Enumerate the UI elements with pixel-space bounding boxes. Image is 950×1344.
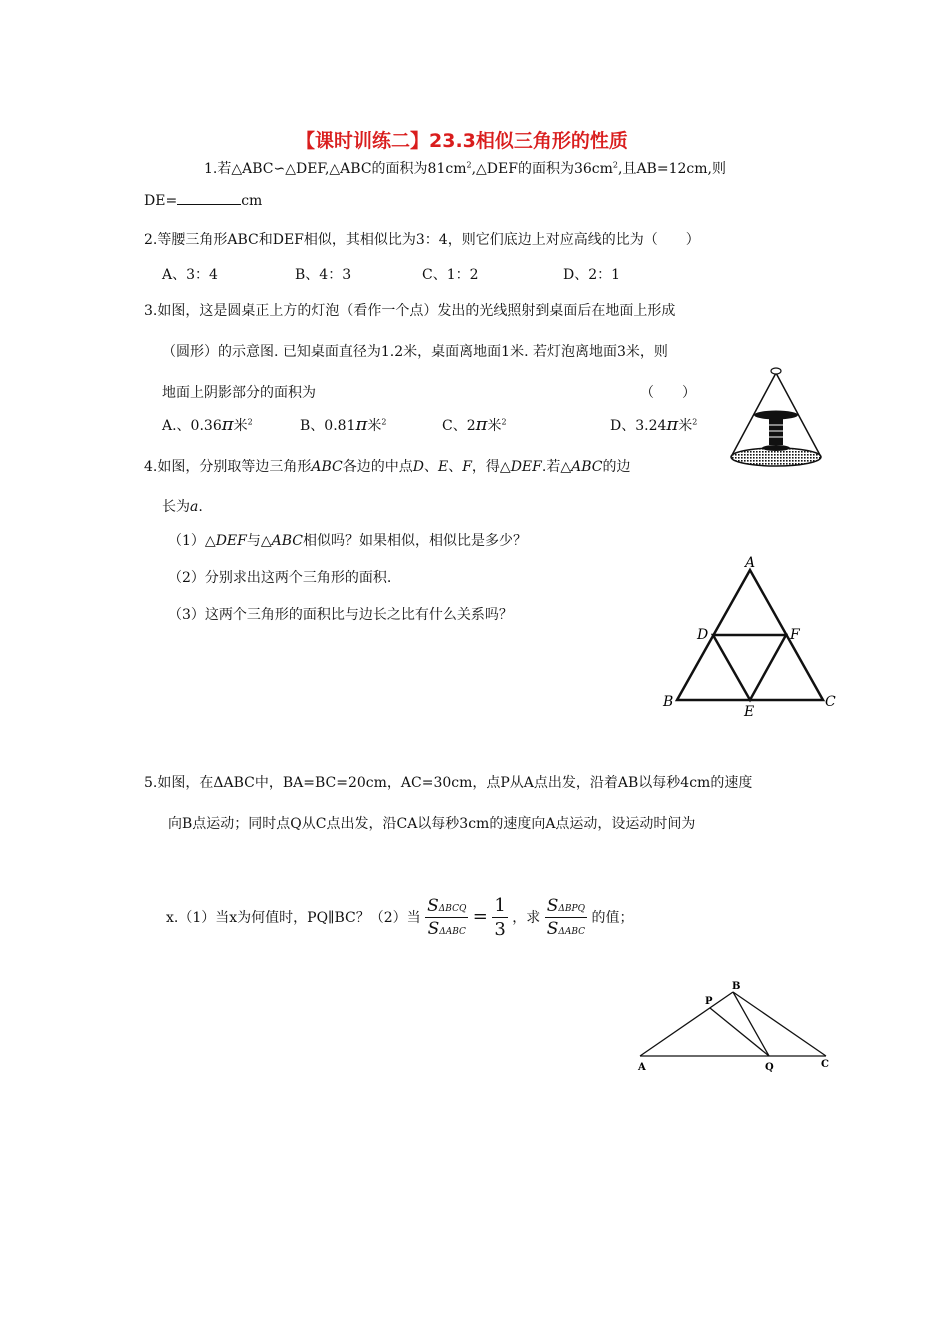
triangle-def-figure xyxy=(655,552,850,724)
fraction-bcq-over-abc: $\frac{\text{SΔBCQ}}{\text{SΔABC}}$ xyxy=(427,896,467,940)
label-b: B xyxy=(663,694,674,710)
question-3-line-3: 地面上阴影部分的面积为 xyxy=(162,385,316,401)
question-5-line-3: x.（1）当x为何值时，PQ∥BC？（2）当 $\frac{\text{SΔBCQ}}{\text{SΔABC}}$ = $\frac{1}{3}$ ，求 $\frac{\text{SΔBPQ}}{\text{SΔABC}}$ 的值； xyxy=(166,895,634,941)
question-2-option-b[interactable]: B、4：3 xyxy=(295,267,352,283)
table-top xyxy=(754,411,798,420)
question-4-line-1: 4.如图，分别取等边三角形ABC各边的中点D、E、F，得△DEF.若△ABC的边 xyxy=(144,459,631,475)
label-b: B xyxy=(732,981,741,992)
question-1-line-2: DE= cm xyxy=(144,193,263,209)
label-d: D xyxy=(697,627,709,643)
question-4-sub-1: （1）△DEF与△ABC相似吗？如果相似，相似比是多少？ xyxy=(168,533,528,549)
question-2-text: 2.等腰三角形ABC和DEF相似，其相似比为3：4，则它们底边上对应高线的比为（ ） xyxy=(144,232,700,248)
segment-bq xyxy=(733,992,769,1056)
triangle-def xyxy=(713,635,786,700)
label-a: A xyxy=(745,555,756,571)
question-3-option-a[interactable]: A.、0.36π米$^2$ xyxy=(162,414,253,435)
fraction-bpq-over-abc: $\frac{\text{SΔBPQ}}{\text{SΔABC}}$ xyxy=(546,896,586,940)
label-c: C xyxy=(821,1059,829,1070)
question-2-option-c[interactable]: C、1：2 xyxy=(422,267,479,283)
label-f: F xyxy=(790,627,800,643)
label-c: C xyxy=(825,694,836,710)
question-4-line-2: 长为a. xyxy=(162,499,203,515)
question-3-option-b[interactable]: B、0.81π米$^2$ xyxy=(300,414,387,435)
question-5-line-1: 5.如图，在ΔABC中，BA=BC=20cm，AC=30cm，点P从A点出发，沿着AB以每秒4cm的速度 xyxy=(144,775,753,791)
question-5-line-2: 向B点运动；同时点Q从C点出发，沿CA以每秒3cm的速度向A点运动，设运动时间为 xyxy=(168,816,696,832)
question-2-option-d[interactable]: D、2：1 xyxy=(563,267,621,283)
page-title: 【课时训练二】23.3相似三角形的性质 xyxy=(296,130,628,152)
answer-blank[interactable] xyxy=(177,192,241,205)
question-2-option-a[interactable]: A、3：4 xyxy=(162,267,218,283)
lamp-table-figure xyxy=(726,364,826,472)
question-3-line-2: （圆形）的示意图. 已知桌面直径为1.2米，桌面离地面1米. 若灯泡离地面3米，则 xyxy=(162,344,668,360)
side-bc xyxy=(733,992,826,1056)
question-4-sub-2: （2）分别求出这两个三角形的面积. xyxy=(168,570,392,586)
question-3-line-1: 3.如图，这是圆桌正上方的灯泡（看作一个点）发出的光线照射到桌面后在地面上形成 xyxy=(144,303,676,319)
segment-pq xyxy=(710,1008,769,1056)
table-leg xyxy=(769,419,783,445)
side-ab xyxy=(640,992,733,1056)
label-e: E xyxy=(744,704,755,720)
triangle-pq-figure xyxy=(630,976,840,1072)
question-4-sub-3: （3）这两个三角形的面积比与边长之比有什么关系吗？ xyxy=(168,607,513,623)
question-3-answer-paren: （ ） xyxy=(640,385,696,401)
question-3-option-c[interactable]: C、2π米$^2$ xyxy=(442,414,507,435)
table-base xyxy=(762,445,790,451)
question-3-option-d[interactable]: D、3.24π米$^2$ xyxy=(610,414,698,435)
light-bulb xyxy=(771,368,781,374)
label-q: Q xyxy=(765,1062,774,1072)
label-p: P xyxy=(705,996,713,1007)
label-a: A xyxy=(638,1062,646,1072)
fraction-one-third: $\frac{1}{3}$ xyxy=(494,895,506,941)
question-1-line-1: 1.若△ABC∽△DEF,△ABC的面积为$81cm^2,\triangle DEF$的面积为$36cm^2$,且AB=12cm,则 xyxy=(204,160,726,177)
